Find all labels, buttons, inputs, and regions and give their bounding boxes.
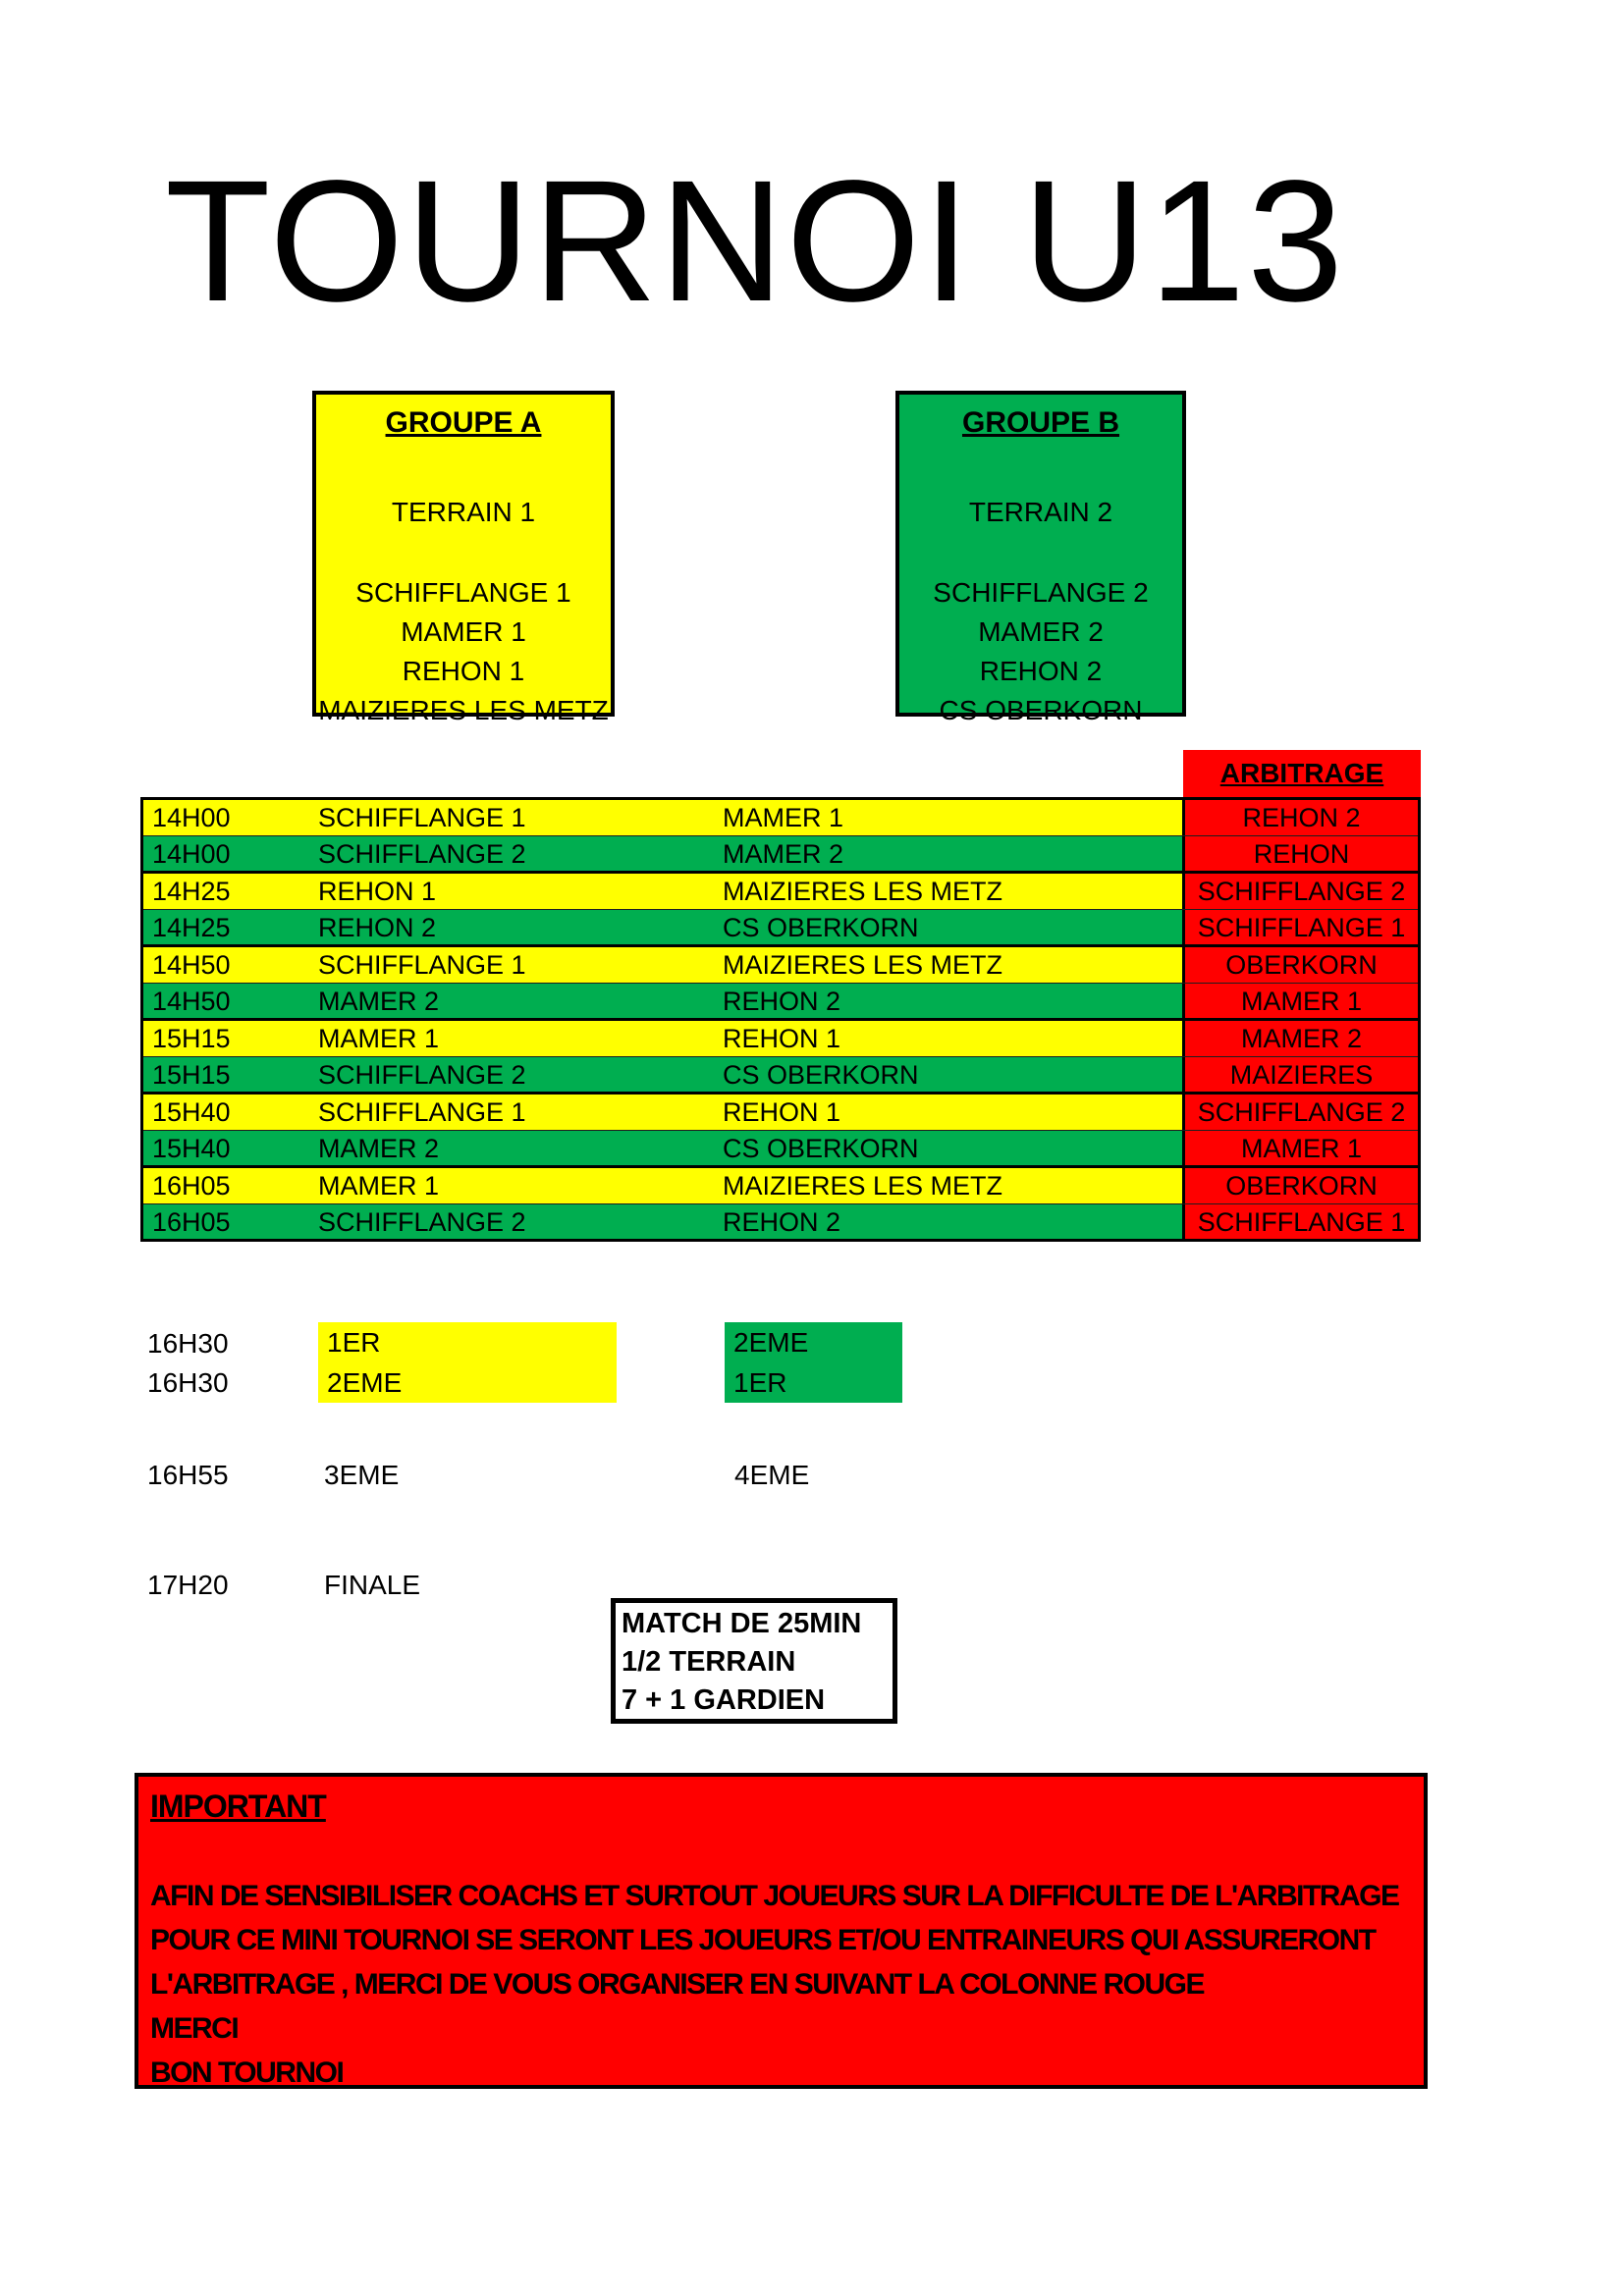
match-row bbox=[143, 1056, 1418, 1092]
group-b-team: MAMER 2 bbox=[978, 616, 1104, 647]
semifinal-terrain2-slots bbox=[725, 1322, 902, 1403]
match-away-team: CS OBERKORN bbox=[723, 1134, 919, 1163]
match-away-team: MAIZIERES LES METZ bbox=[723, 950, 1003, 980]
group-a-terrain: TERRAIN 1 bbox=[391, 497, 536, 527]
third-place-slot-b: 4EME bbox=[734, 1460, 810, 1490]
match-home-team: MAMER 1 bbox=[318, 1171, 440, 1201]
match-time: 15H40 bbox=[152, 1134, 231, 1163]
match-away-team: REHON 1 bbox=[723, 1097, 841, 1127]
match-away-team: MAMER 2 bbox=[723, 839, 844, 869]
schedule-table bbox=[140, 797, 1421, 1242]
match-home-team: SCHIFFLANGE 2 bbox=[318, 839, 526, 869]
match-arbitrage-team: SCHIFFLANGE 2 bbox=[1182, 874, 1418, 909]
terrain2-slot: 2EME bbox=[733, 1327, 809, 1358]
match-time: 14H25 bbox=[152, 913, 231, 942]
match-home-team: MAMER 1 bbox=[318, 1024, 440, 1053]
group-b-team: SCHIFFLANGE 2 bbox=[933, 577, 1149, 608]
match-time: 14H50 bbox=[152, 950, 231, 980]
match-arbitrage-team: SCHIFFLANGE 1 bbox=[1182, 1204, 1418, 1239]
match-home-team: SCHIFFLANGE 2 bbox=[318, 1207, 526, 1237]
match-arbitrage-team: REHON bbox=[1182, 836, 1418, 871]
match-pair bbox=[143, 1095, 1418, 1168]
important-notice-box bbox=[135, 1773, 1428, 2089]
match-time: 14H25 bbox=[152, 877, 231, 906]
match-row bbox=[143, 983, 1418, 1018]
match-row bbox=[143, 874, 1418, 909]
important-text bbox=[150, 1874, 1412, 2095]
terrain2-slot: 1ER bbox=[733, 1367, 787, 1398]
match-arbitrage-team: OBERKORN bbox=[1182, 947, 1418, 983]
match-row bbox=[143, 1203, 1418, 1239]
group-b-box bbox=[895, 391, 1186, 725]
match-pair bbox=[143, 800, 1418, 874]
match-info-line: 1/2 TERRAIN bbox=[622, 1646, 796, 1678]
match-time: 16H05 bbox=[152, 1171, 231, 1201]
important-line: L'ARBITRAGE , MERCI DE VOUS ORGANISER EN SUIVANT LA COLONNE ROUGE bbox=[150, 1968, 1205, 2001]
final-time: 17H20 bbox=[147, 1570, 229, 1600]
match-away-team: MAIZIERES LES METZ bbox=[723, 1171, 1003, 1201]
match-home-team: MAMER 2 bbox=[318, 987, 440, 1016]
important-line: BON TOURNOI bbox=[150, 2056, 344, 2089]
important-title: IMPORTANT bbox=[150, 1789, 326, 1824]
match-time: 14H00 bbox=[152, 839, 231, 869]
match-away-team: CS OBERKORN bbox=[723, 913, 919, 942]
match-arbitrage-team: REHON 2 bbox=[1182, 800, 1418, 835]
semifinal-terrain1-slots bbox=[318, 1322, 617, 1403]
match-away-team: MAIZIERES LES METZ bbox=[723, 877, 1003, 906]
group-a-title: GROUPE A bbox=[385, 406, 542, 439]
group-b-team-list bbox=[933, 573, 1148, 730]
page-title: TOURNOI U13 bbox=[165, 145, 1346, 338]
match-time: 15H15 bbox=[152, 1024, 231, 1053]
match-arbitrage-team: MAIZIERES bbox=[1182, 1057, 1418, 1092]
match-home-team: REHON 1 bbox=[318, 877, 437, 906]
match-pair bbox=[143, 1021, 1418, 1095]
important-line: POUR CE MINI TOURNOI SE SERONT LES JOUEURS ET/OU ENTRAINEURS QUI ASSURERONT bbox=[150, 1924, 1376, 1956]
group-b-team: CS OBERKORN bbox=[939, 695, 1143, 725]
match-info-box bbox=[611, 1598, 897, 1724]
group-a-team: SCHIFFLANGE 1 bbox=[355, 577, 571, 608]
group-b-team: REHON 2 bbox=[979, 656, 1103, 686]
match-away-team: CS OBERKORN bbox=[723, 1060, 919, 1090]
match-home-team: MAMER 2 bbox=[318, 1134, 440, 1163]
important-line: MERCI bbox=[150, 2012, 239, 2045]
match-pair bbox=[143, 947, 1418, 1021]
match-home-team: REHON 2 bbox=[318, 913, 437, 942]
group-a-team: MAMER 1 bbox=[401, 616, 526, 647]
match-home-team: SCHIFFLANGE 2 bbox=[318, 1060, 526, 1090]
match-row bbox=[143, 909, 1418, 944]
match-away-team: MAMER 1 bbox=[723, 803, 844, 832]
important-line: AFIN DE SENSIBILISER COACHS ET SURTOUT JOUEURS SUR LA DIFFICULTE DE L'ARBITRAGE bbox=[150, 1880, 1399, 1912]
match-arbitrage-team: SCHIFFLANGE 1 bbox=[1182, 910, 1418, 944]
match-away-team: REHON 2 bbox=[723, 987, 841, 1016]
final-label: FINALE bbox=[324, 1570, 421, 1600]
match-time: 15H15 bbox=[152, 1060, 231, 1090]
group-a-team: REHON 1 bbox=[402, 656, 525, 686]
group-a-box bbox=[312, 391, 615, 725]
terrain1-slot: 1ER bbox=[327, 1327, 381, 1358]
match-row bbox=[143, 1095, 1418, 1130]
match-arbitrage-team: SCHIFFLANGE 2 bbox=[1182, 1095, 1418, 1130]
third-place-time: 16H55 bbox=[147, 1460, 229, 1490]
match-time: 14H00 bbox=[152, 803, 231, 832]
match-arbitrage-team: OBERKORN bbox=[1182, 1168, 1418, 1203]
match-time: 15H40 bbox=[152, 1097, 231, 1127]
group-b-terrain: TERRAIN 2 bbox=[968, 497, 1113, 527]
match-time: 16H05 bbox=[152, 1207, 231, 1237]
match-row bbox=[143, 1021, 1418, 1056]
match-time: 14H50 bbox=[152, 987, 231, 1016]
match-info-line: 7 + 1 GARDIEN bbox=[622, 1684, 826, 1716]
match-arbitrage-team: MAMER 2 bbox=[1182, 1021, 1418, 1056]
match-row bbox=[143, 835, 1418, 871]
match-away-team: REHON 2 bbox=[723, 1207, 841, 1237]
semifinal-1-time: 16H30 bbox=[147, 1328, 229, 1359]
match-row bbox=[143, 1168, 1418, 1203]
third-place-slot-a: 3EME bbox=[324, 1460, 400, 1490]
match-pair bbox=[143, 1168, 1418, 1239]
match-home-team: SCHIFFLANGE 1 bbox=[318, 950, 526, 980]
group-b-title: GROUPE B bbox=[961, 406, 1120, 439]
match-arbitrage-team: MAMER 1 bbox=[1182, 984, 1418, 1018]
semifinal-2-time: 16H30 bbox=[147, 1367, 229, 1398]
arbitrage-column-header: ARBITRAGE bbox=[1183, 750, 1421, 797]
group-a-team-list bbox=[318, 573, 609, 730]
terrain1-slot: 2EME bbox=[327, 1367, 403, 1398]
match-home-team: SCHIFFLANGE 1 bbox=[318, 1097, 526, 1127]
match-arbitrage-team: MAMER 1 bbox=[1182, 1131, 1418, 1165]
match-home-team: SCHIFFLANGE 1 bbox=[318, 803, 526, 832]
match-row bbox=[143, 947, 1418, 983]
match-row bbox=[143, 1130, 1418, 1165]
match-away-team: REHON 1 bbox=[723, 1024, 841, 1053]
match-pair bbox=[143, 874, 1418, 947]
group-a-team: MAIZIERES LES METZ bbox=[318, 695, 609, 725]
match-info-line: MATCH DE 25MIN bbox=[622, 1608, 862, 1639]
match-row bbox=[143, 800, 1418, 835]
